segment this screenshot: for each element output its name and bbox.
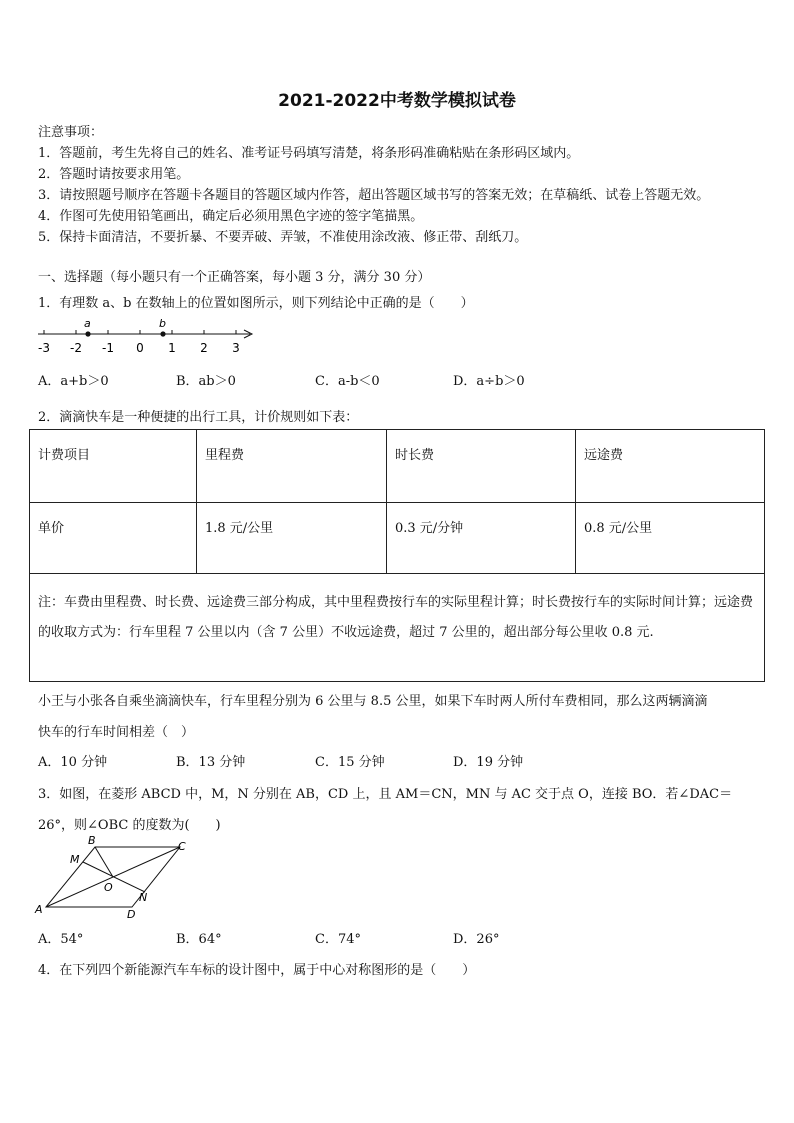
notice-item: 1．答题前，考生先将自己的姓名、准考证号码填写清楚，将条形码准确粘贴在条形码区域内。 bbox=[38, 146, 580, 161]
tick-label: 0 bbox=[136, 341, 144, 355]
point-n-label: N bbox=[139, 891, 148, 904]
vertex-a-label: A bbox=[35, 903, 43, 916]
tick-label: 3 bbox=[232, 341, 240, 355]
exam-title: 2021-2022中考数学模拟试卷 bbox=[278, 91, 516, 111]
section-heading: 一、选择题（每小题只有一个正确答案，每小题 3 分，满分 30 分） bbox=[38, 270, 431, 285]
question-4-stem: 4．在下列四个新能源汽车车标的设计图中，属于中心对称图形的是（ ） bbox=[38, 963, 476, 978]
table-header-cell: 里程费 bbox=[197, 430, 387, 503]
notice-item: 5．保持卡面清洁，不要折暴、不要弄破、弄皱，不准使用涂改液、修正带、刮纸刀。 bbox=[38, 230, 528, 245]
q3-option-c[interactable]: C．74° bbox=[315, 932, 361, 947]
table-header-cell: 计费项目 bbox=[30, 430, 197, 503]
q2-option-c[interactable]: C．15 分钟 bbox=[315, 755, 385, 770]
q3-option-a[interactable]: A．54° bbox=[38, 932, 84, 947]
notice-item: 2．答题时请按要求用笔。 bbox=[38, 167, 190, 182]
q1-option-c[interactable]: C．a-b＜0 bbox=[315, 374, 380, 389]
q1-option-a[interactable]: A．a+b＞0 bbox=[38, 374, 109, 389]
tick-label: -3 bbox=[38, 341, 50, 355]
tick-label: 1 bbox=[168, 341, 176, 355]
vertex-c-label: C bbox=[178, 840, 186, 853]
notice-heading: 注意事项： bbox=[38, 125, 104, 140]
tick-label: -2 bbox=[70, 341, 82, 355]
q2-option-d[interactable]: D．19 分钟 bbox=[453, 755, 524, 770]
table-cell: 0.3 元/分钟 bbox=[387, 503, 576, 574]
question-2-followup: 快车的行车时间相差（ ） bbox=[38, 725, 195, 740]
q3-option-d[interactable]: D．26° bbox=[453, 932, 500, 947]
tick-label: -1 bbox=[102, 341, 114, 355]
point-a-label: a bbox=[84, 317, 91, 330]
table-header-row bbox=[30, 430, 765, 503]
fare-table bbox=[29, 429, 765, 682]
q2-option-a[interactable]: A．10 分钟 bbox=[38, 755, 108, 770]
point-b bbox=[160, 331, 165, 336]
notice-item: 4．作图可先使用铅笔画出，确定后必须用黑色字迹的签字笔描黑。 bbox=[38, 209, 424, 224]
vertex-b-label: B bbox=[88, 834, 96, 847]
notice-item: 3．请按照题号顺序在答题卡各题目的答题区域内作答，超出答题区域书写的答案无效；在草稿纸、试卷上答题无效。 bbox=[38, 188, 710, 203]
table-cell: 单价 bbox=[30, 503, 197, 574]
q1-option-d[interactable]: D．a÷b＞0 bbox=[453, 374, 525, 389]
table-cell: 1.8 元/公里 bbox=[197, 503, 387, 574]
point-o-label: O bbox=[104, 881, 113, 894]
q3-option-b[interactable]: B．64° bbox=[176, 932, 222, 947]
rhombus-figure bbox=[32, 833, 202, 921]
q1-option-b[interactable]: B．ab＞0 bbox=[176, 374, 236, 389]
number-line-figure bbox=[32, 312, 262, 358]
question-2-followup: 小王与小张各自乘坐滴滴快车，行车里程分别为 6 公里与 8.5 公里，如果下车时两人所付车费相同，那么这两辆滴滴 bbox=[38, 694, 708, 709]
question-3-stem: 26°，则∠OBC 的度数为( ) bbox=[38, 818, 221, 833]
vertex-d-label: D bbox=[127, 908, 136, 921]
table-note: 注：车费由里程费、时长费、远途费三部分构成，其中里程费按行车的实际里程计算；时长费按行车的实际时间计算；远途费的收取方式为：行车里程 7 公里以内（含 7 公里）不收远途费，超过 7 公里的，超出部分每公里收 0.8 元. bbox=[30, 574, 765, 682]
point-a bbox=[85, 331, 90, 336]
table-row bbox=[30, 503, 765, 574]
question-2-stem: 2．滴滴快车是一种便捷的出行工具，计价规则如下表： bbox=[38, 410, 359, 425]
table-note-row bbox=[30, 574, 765, 682]
question-1-stem: 1．有理数 a、b 在数轴上的位置如图所示，则下列结论中正确的是（ ） bbox=[38, 296, 474, 311]
point-m-label: M bbox=[70, 853, 80, 866]
table-header-cell: 远途费 bbox=[576, 430, 765, 503]
q2-option-b[interactable]: B．13 分钟 bbox=[176, 755, 246, 770]
table-header-cell: 时长费 bbox=[387, 430, 576, 503]
table-cell: 0.8 元/公里 bbox=[576, 503, 765, 574]
question-3-stem: 3．如图，在菱形 ABCD 中，M，N 分别在 AB，CD 上，且 AM＝CN，MN 与 AC 交于点 O，连接 BO．若∠DAC＝ bbox=[38, 787, 733, 802]
tick-label: 2 bbox=[200, 341, 208, 355]
point-b-label: b bbox=[159, 317, 166, 330]
